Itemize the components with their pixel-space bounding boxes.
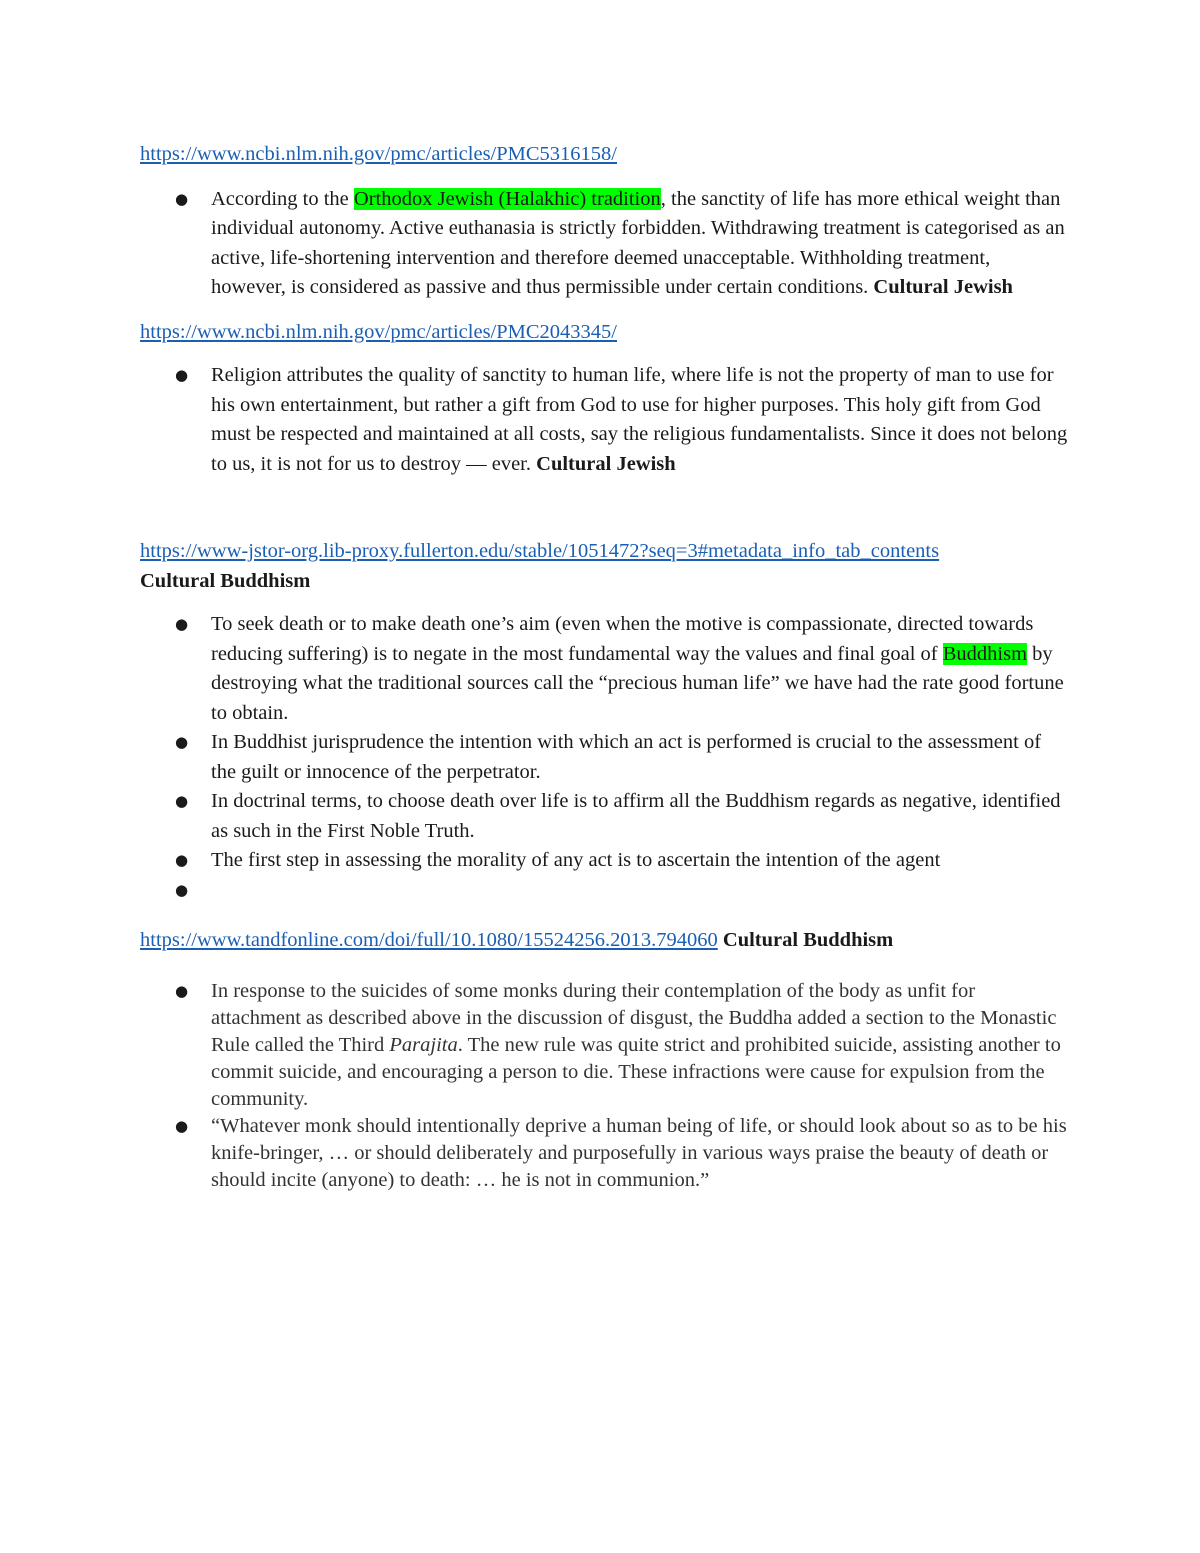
list-item: ● Religion attributes the quality of sanctity to human life, where life is not the property of man to use for his own entertainment, but rather a gift from God to use for higher purposes. This holy gift from God must be respected and maintained at all costs, say the religious fundamentalists. Since it does not belong to us, it is not for us to destroy — ever. Cultural Jewish xyxy=(140,361,1070,479)
note-list-1 xyxy=(140,185,1070,303)
document-page xyxy=(140,140,1070,1194)
source-link-3[interactable]: https://www-jstor-org.lib-proxy.fullerton.edu/stable/1051472?seq=3#metadata_info_tab_contents xyxy=(140,540,940,562)
list-item: ● “Whatever monk should intentionally deprive a human being of life, or should look about so as to be his knife-bringer, … or should deliberately and purposefully in various ways praise the beauty of death or should incite (anyone) to death: … he is not in communion.” xyxy=(175,1114,1067,1191)
source-line-1 xyxy=(140,140,1070,170)
source-link-2[interactable]: https://www.ncbi.nlm.nih.gov/pmc/articles/PMC2043345/ xyxy=(140,320,617,343)
category-label: Cultural Buddhism xyxy=(722,929,894,951)
list-item: ● In Buddhist jurisprudence the intention with which an act is performed is crucial to the assessment of the guilt or innocence of the perpetrator. xyxy=(140,728,1070,787)
source-link-1[interactable]: https://www.ncbi.nlm.nih.gov/pmc/articles/PMC5316158/ xyxy=(140,143,617,165)
source-link-4[interactable]: https://www.tandfonline.com/doi/full/10.1080/15524256.2013.794060 xyxy=(140,929,718,951)
list-item: ● To seek death or to make death one’s aim (even when the motive is compassionate, directed towards reducing suffering) is to negate in the most fundamental way the values and final goal of Buddhism by destroying what the traditional sources call the “precious human life” we have had the rate good fortune to obtain. xyxy=(140,610,1070,728)
bullet-icon: ● xyxy=(175,615,189,633)
category-heading: Cultural Buddhism xyxy=(140,569,311,592)
bullet-icon: ● xyxy=(175,366,189,384)
list-item-empty xyxy=(140,876,1070,906)
list-item: ● In response to the suicides of some monks during their contemplation of the body as unfit for attachment as described above in the discussion of disgust, the Buddha added a section to the Monastic Rule called the Third Parajita. The new rule was quite strict and prohibited suicide, assisting another to commit suicide, and encouraging a person to die. These infractions were cause for expulsion from the community. xyxy=(175,979,1061,1110)
note-list-4 xyxy=(140,978,1070,1194)
bullet-icon: ● xyxy=(175,851,189,869)
note-list-3 xyxy=(140,610,1070,905)
source-line-4 xyxy=(140,926,1070,956)
highlighted-text: Buddhism xyxy=(942,642,1028,665)
category-label: Cultural Jewish xyxy=(873,276,1013,298)
highlighted-text: Orthodox Jewish (Halakhic) tradition xyxy=(353,187,661,210)
bullet-icon: ● xyxy=(175,880,189,899)
bullet-icon: ● xyxy=(175,792,189,810)
list-item: ● According to the Orthodox Jewish (Halakhic) tradition, the sanctity of life has more ethical weight than individual autonomy. Active euthanasia is strictly forbidden. Withdrawing treatment is categorised as an active, life-shortening intervention and therefore deemed unacceptable. Withholding treatment, however, is considered as passive and thus permissible under certain conditions. Cultural Jewish xyxy=(140,185,1070,303)
bullet-icon: ● xyxy=(175,1116,189,1135)
source-line-3 xyxy=(140,537,1070,567)
list-item: ● In doctrinal terms, to choose death over life is to affirm all the Buddhism regards as negative, identified as such in the First Noble Truth. xyxy=(140,787,1070,846)
category-label: Cultural Jewish xyxy=(536,452,676,475)
bullet-icon: ● xyxy=(175,733,189,751)
list-item: ● The first step in assessing the morality of any act is to ascertain the intention of the agent xyxy=(140,846,1070,876)
italic-term: Parajita xyxy=(389,1033,458,1056)
source-line-2 xyxy=(140,318,1070,348)
note-list-2 xyxy=(140,361,1070,479)
bullet-icon: ● xyxy=(175,981,189,1000)
bullet-icon: ● xyxy=(175,189,189,208)
